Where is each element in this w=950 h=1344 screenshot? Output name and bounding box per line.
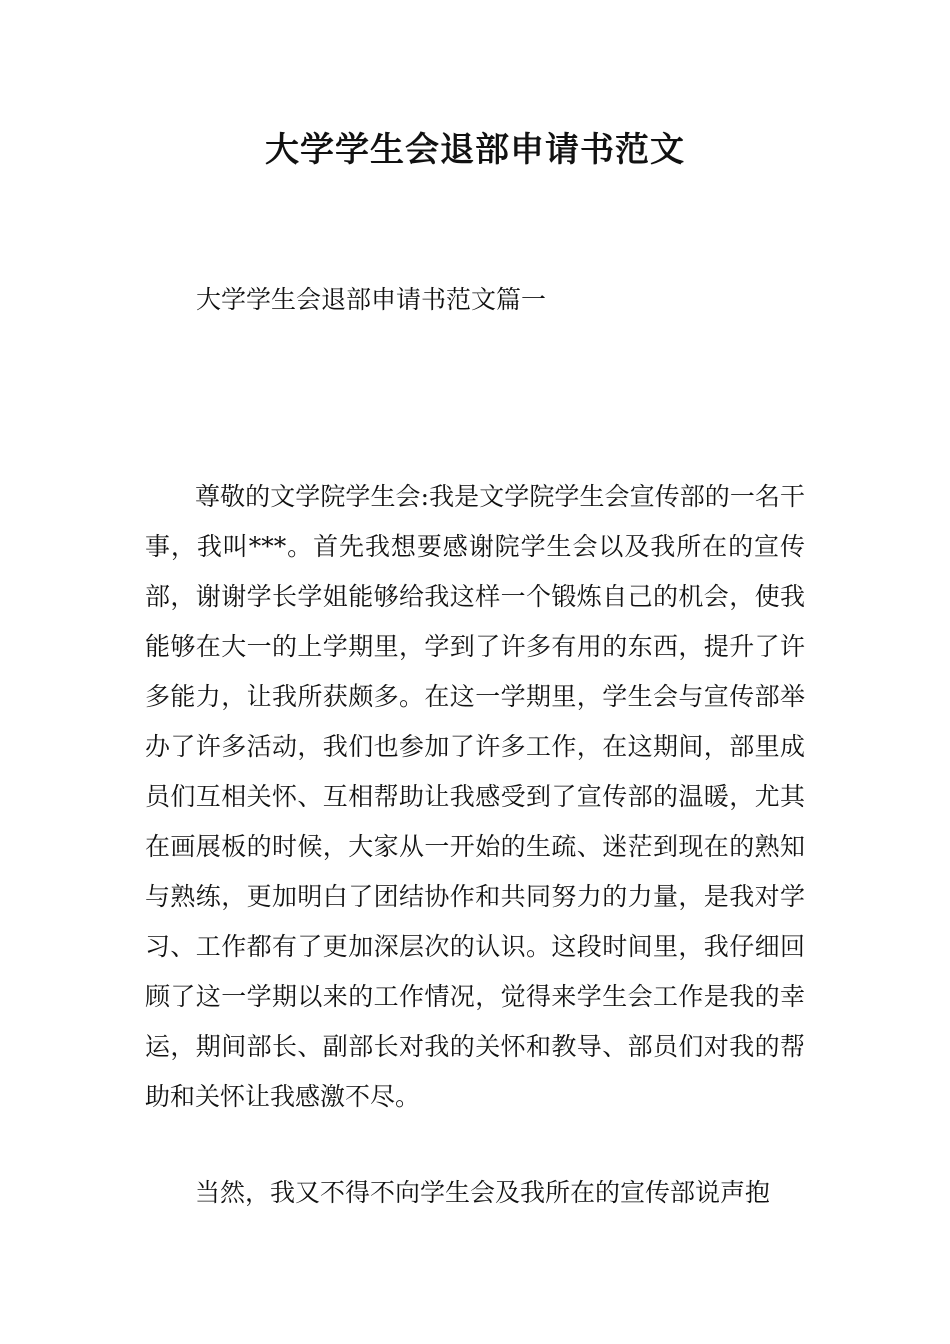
body-paragraph: 当然，我又不得不向学生会及我所在的宣传部说声抱 (195, 1178, 771, 1207)
document-title: 大学学生会退部申请书范文 (265, 130, 685, 170)
body-paragraph: 尊敬的文学院学生会:我是文学院学生会宣传部的一名干事，我叫***。首先我想要感谢院学生会以及我所在的宣传部，谢谢学长学姐能够给我这样一个锻炼自己的机会，使我能够在大一的上学期里，学到了许多有用的东西，提升了许多能力，让我所获颇多。在这一学期里，学生会与宣传部举办了许多活动，我们也参加了许多工作，在这期间，部里成员们互相关怀、互相帮助让我感受到了宣传部的温暖，尤其在画展板的时候，大家从一开始的生疏、迷茫到现在的熟知与熟练，更加明白了团结协作和共同努力的力量，是我对学习、工作都有了更加深层次的认识。这段时间里，我仔细回顾了这一学期以来的工作情况，觉得来学生会工作是我的幸运，期间部长、副部长对我的关怀和教导、部员们对我的帮助和关怀让我感激不尽。 (145, 482, 805, 1111)
section-heading: 大学学生会退部申请书范文篇一 (196, 285, 547, 314)
